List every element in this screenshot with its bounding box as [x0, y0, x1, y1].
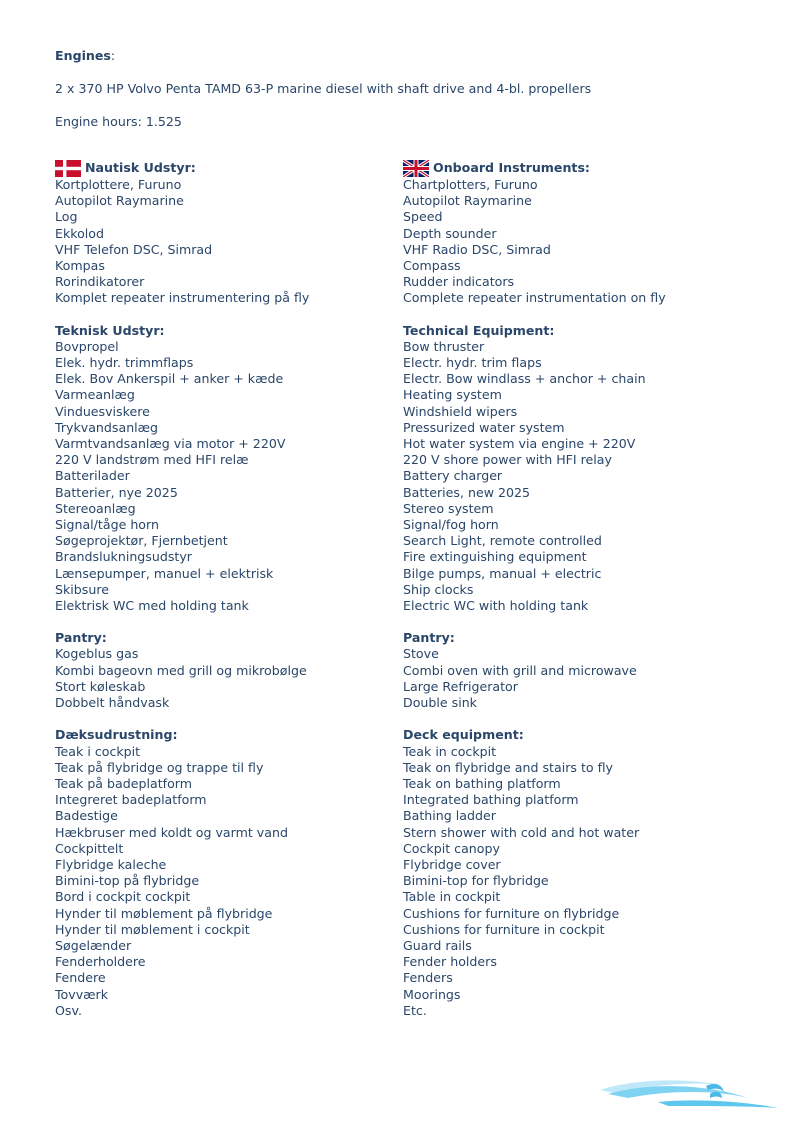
danish-section [55, 323, 425, 615]
list-item: Chartplotters, Furuno [403, 177, 538, 192]
list-item: Teak on bathing platform [403, 775, 561, 791]
english-section [403, 630, 773, 711]
list-item: Rudder indicators [403, 274, 515, 290]
uk-flag-icon [403, 160, 429, 177]
danish-section [55, 727, 425, 1019]
list-item: Varmeanlæg [55, 387, 135, 403]
list-item: Windshield wipers [403, 403, 518, 419]
english-section-title: Onboard Instruments: [433, 160, 590, 176]
list-item: Batterilader [55, 468, 130, 484]
list-item: 220 V landstrøm med HFI relæ [55, 452, 249, 468]
list-item: Stove [403, 646, 439, 662]
english-section-heading [403, 160, 773, 177]
list-item: Kombi bageovn med grill og mikrobølge [55, 662, 307, 678]
list-item: Speed [403, 209, 443, 225]
list-item: Teak på badeplatform [55, 775, 192, 791]
list-item: Badestige [55, 808, 118, 824]
list-item: Søgelænder [55, 937, 132, 953]
danish-section-title: Dæksudrustning: [55, 727, 178, 743]
list-item: Double sink [403, 695, 477, 711]
list-item: Stern shower with cold and hot water [403, 824, 640, 840]
list-item: Fire extinguishing equipment [403, 549, 587, 565]
list-item: Search Light, remote controlled [403, 533, 602, 549]
danish-section-title: Nautisk Udstyr: [85, 160, 196, 176]
list-item: Batterier, nye 2025 [55, 484, 178, 500]
wave-logo-icon [598, 1076, 784, 1112]
engine-hours: Engine hours: 1.525 [55, 114, 182, 130]
list-item: Combi oven with grill and microwave [403, 662, 637, 678]
list-item: Bovpropel [55, 338, 119, 354]
list-item: Cockpit canopy [403, 840, 500, 856]
engines-heading: Engines [55, 48, 111, 63]
list-item: Log [55, 209, 78, 225]
list-item: Compass [403, 258, 461, 274]
danish-section-heading [55, 160, 425, 177]
list-item: Bilge pumps, manual + electric [403, 565, 602, 581]
list-item: VHF Radio DSC, Simrad [403, 241, 551, 257]
list-item: Ship clocks [403, 581, 474, 597]
danish-section-heading [55, 323, 425, 339]
list-item: Signal/fog horn [403, 517, 499, 533]
list-item: Stereo system [403, 500, 494, 516]
list-item: Cushions for furniture on flybridge [403, 905, 620, 921]
list-item: Fenderholdere [55, 954, 146, 970]
list-item: 220 V shore power with HFI relay [403, 452, 612, 468]
list-item: Signal/tåge horn [55, 517, 159, 533]
list-item: Pressurized water system [403, 419, 565, 435]
list-item: Bimini-top for flybridge [403, 873, 549, 889]
list-item: Teak på flybridge og trappe til fly [55, 759, 264, 775]
english-section-title: Technical Equipment: [403, 322, 555, 338]
list-item: Elektrisk WC med holding tank [55, 598, 249, 614]
list-item: Heating system [403, 387, 502, 403]
list-item: Cockpittelt [55, 840, 124, 856]
english-section-heading [403, 323, 773, 339]
list-item: Stereoanlæg [55, 500, 136, 516]
list-item: Kompas [55, 258, 105, 274]
list-item: Elek. Bov Ankerspil + anker + kæde [55, 371, 284, 387]
list-item: Integrated bathing platform [403, 792, 579, 808]
list-item: Rorindikatorer [55, 274, 145, 290]
list-item: Bow thruster [403, 338, 485, 354]
list-item: Brandslukningsudstyr [55, 549, 192, 565]
list-item: Vinduesviskere [55, 403, 150, 419]
list-item: Complete repeater instrumentation on fly [403, 290, 666, 306]
list-item: Hækbruser med koldt og varmt vand [55, 824, 288, 840]
list-item: Fender holders [403, 954, 497, 970]
list-item: Stort køleskab [55, 678, 146, 694]
danish-section-title: Pantry: [55, 630, 107, 646]
danish-item-list [55, 646, 425, 711]
danish-column [55, 160, 425, 1035]
list-item: Elek. hydr. trimmflaps [55, 355, 194, 371]
list-item: Autopilot Raymarine [55, 193, 184, 209]
list-item: Ekkolod [55, 225, 104, 241]
list-item: Guard rails [403, 937, 472, 953]
list-item: Batteries, new 2025 [403, 484, 531, 500]
english-section [403, 160, 773, 307]
list-item: Electr. Bow windlass + anchor + chain [403, 371, 646, 387]
list-item: Trykvandsanlæg [55, 419, 159, 435]
danish-section-heading [55, 630, 425, 646]
danish-item-list [55, 339, 425, 614]
list-item: Autopilot Raymarine [403, 193, 532, 209]
engines-description: 2 x 370 HP Volvo Penta TAMD 63-P marine diesel with shaft drive and 4-bl. propellers [55, 81, 592, 97]
list-item: Electr. hydr. trim flaps [403, 355, 542, 371]
list-item: Fenders [403, 970, 453, 986]
list-item: Osv. [55, 1002, 82, 1018]
list-item: Battery charger [403, 468, 503, 484]
list-item: Bathing ladder [403, 808, 496, 824]
list-item: Tovværk [55, 986, 108, 1002]
danish-section-heading [55, 727, 425, 743]
english-column [403, 160, 773, 1035]
list-item: Depth sounder [403, 225, 497, 241]
list-item: Flybridge cover [403, 856, 501, 872]
list-item: Hynder til møblement på flybridge [55, 905, 273, 921]
english-item-list [403, 339, 773, 614]
english-section [403, 727, 773, 1019]
list-item: Fendere [55, 970, 106, 986]
list-item: Large Refrigerator [403, 678, 518, 694]
list-item: VHF Telefon DSC, Simrad [55, 241, 213, 257]
danish-section-title: Teknisk Udstyr: [55, 322, 165, 338]
list-item: Table in cockpit [403, 889, 501, 905]
list-item: Komplet repeater instrumentering på fly [55, 290, 310, 306]
list-item: Etc. [403, 1002, 427, 1018]
list-item: Hynder til møblement i cockpit [55, 921, 250, 937]
list-item: Kogeblus gas [55, 646, 139, 662]
list-item: Integreret badeplatform [55, 792, 207, 808]
english-item-list [403, 646, 773, 711]
danish-flag-icon [55, 160, 81, 177]
danish-item-list [55, 177, 425, 307]
list-item: Flybridge kaleche [55, 856, 167, 872]
english-section-title: Pantry: [403, 630, 455, 646]
list-item: Bord i cockpit cockpit [55, 889, 191, 905]
list-item: Teak i cockpit [55, 743, 141, 759]
list-item: Bimini-top på flybridge [55, 873, 200, 889]
list-item: Skibsure [55, 581, 109, 597]
list-item: Cushions for furniture in cockpit [403, 921, 605, 937]
list-item: Electric WC with holding tank [403, 598, 589, 614]
list-item: Dobbelt håndvask [55, 695, 170, 711]
danish-section [55, 160, 425, 307]
engines-block [55, 48, 755, 131]
english-item-list [403, 177, 773, 307]
list-item: Søgeprojektør, Fjernbetjent [55, 533, 228, 549]
list-item: Teak in cockpit [403, 743, 497, 759]
engines-heading-line [55, 48, 755, 64]
list-item: Hot water system via engine + 220V [403, 436, 636, 452]
list-item: Lænsepumper, manuel + elektrisk [55, 565, 274, 581]
list-item: Moorings [403, 986, 461, 1002]
danish-item-list [55, 744, 425, 1019]
english-section-title: Deck equipment: [403, 727, 524, 743]
engines-heading-colon: : [110, 48, 116, 63]
danish-section [55, 630, 425, 711]
list-item: Teak on flybridge and stairs to fly [403, 759, 613, 775]
english-section [403, 323, 773, 615]
english-section-heading [403, 727, 773, 743]
list-item: Varmtvandsanlæg via motor + 220V [55, 436, 286, 452]
english-item-list [403, 744, 773, 1019]
english-section-heading [403, 630, 773, 646]
list-item: Kortplottere, Furuno [55, 177, 182, 192]
